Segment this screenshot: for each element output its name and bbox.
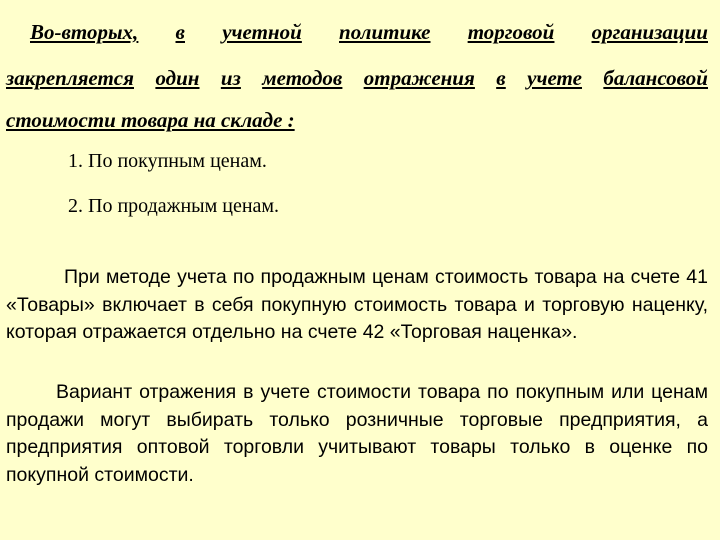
heading-word: закрепляется xyxy=(6,66,134,90)
heading-word: один xyxy=(155,66,200,90)
heading-line-2 xyxy=(6,66,708,91)
paragraph-sale-price-method: При методе учета по продажным ценам стоимость товара на счете 41 «Товары» включает в себя покупную стоимость товара и торговую наценку, которая отражается отдельно на счете 42 «Торговая наценка». xyxy=(6,266,708,343)
heading-word: политике xyxy=(339,20,431,44)
heading-word: учете xyxy=(527,66,582,90)
heading-word: организации xyxy=(591,20,708,44)
list-item-sale-prices: 2. По продажным ценам. xyxy=(68,195,280,217)
heading-word: в xyxy=(496,66,506,90)
heading-word: балансовой xyxy=(603,66,708,90)
heading-word: торговой xyxy=(467,20,555,44)
heading-line-3: стоимости товара на складе : xyxy=(6,108,295,132)
heading-word: методов xyxy=(262,66,343,90)
heading-word: из xyxy=(220,66,241,90)
heading-line-1 xyxy=(30,20,708,45)
paragraph-method-choice: Вариант отражения в учете стоимости товара по покупным или ценам продажи могут выбирать только розничные торговые предприятия, а предприятия оптовой торговли учитывают товары только в оценке по покупной стоимости. xyxy=(6,381,708,486)
heading-word: Во-вторых, xyxy=(30,20,139,44)
list-item-purchase-prices: 1. По покупным ценам. xyxy=(68,150,267,172)
heading-word: учетной xyxy=(222,20,302,44)
heading-word: отражения xyxy=(363,66,475,90)
heading-word: в xyxy=(175,20,185,44)
